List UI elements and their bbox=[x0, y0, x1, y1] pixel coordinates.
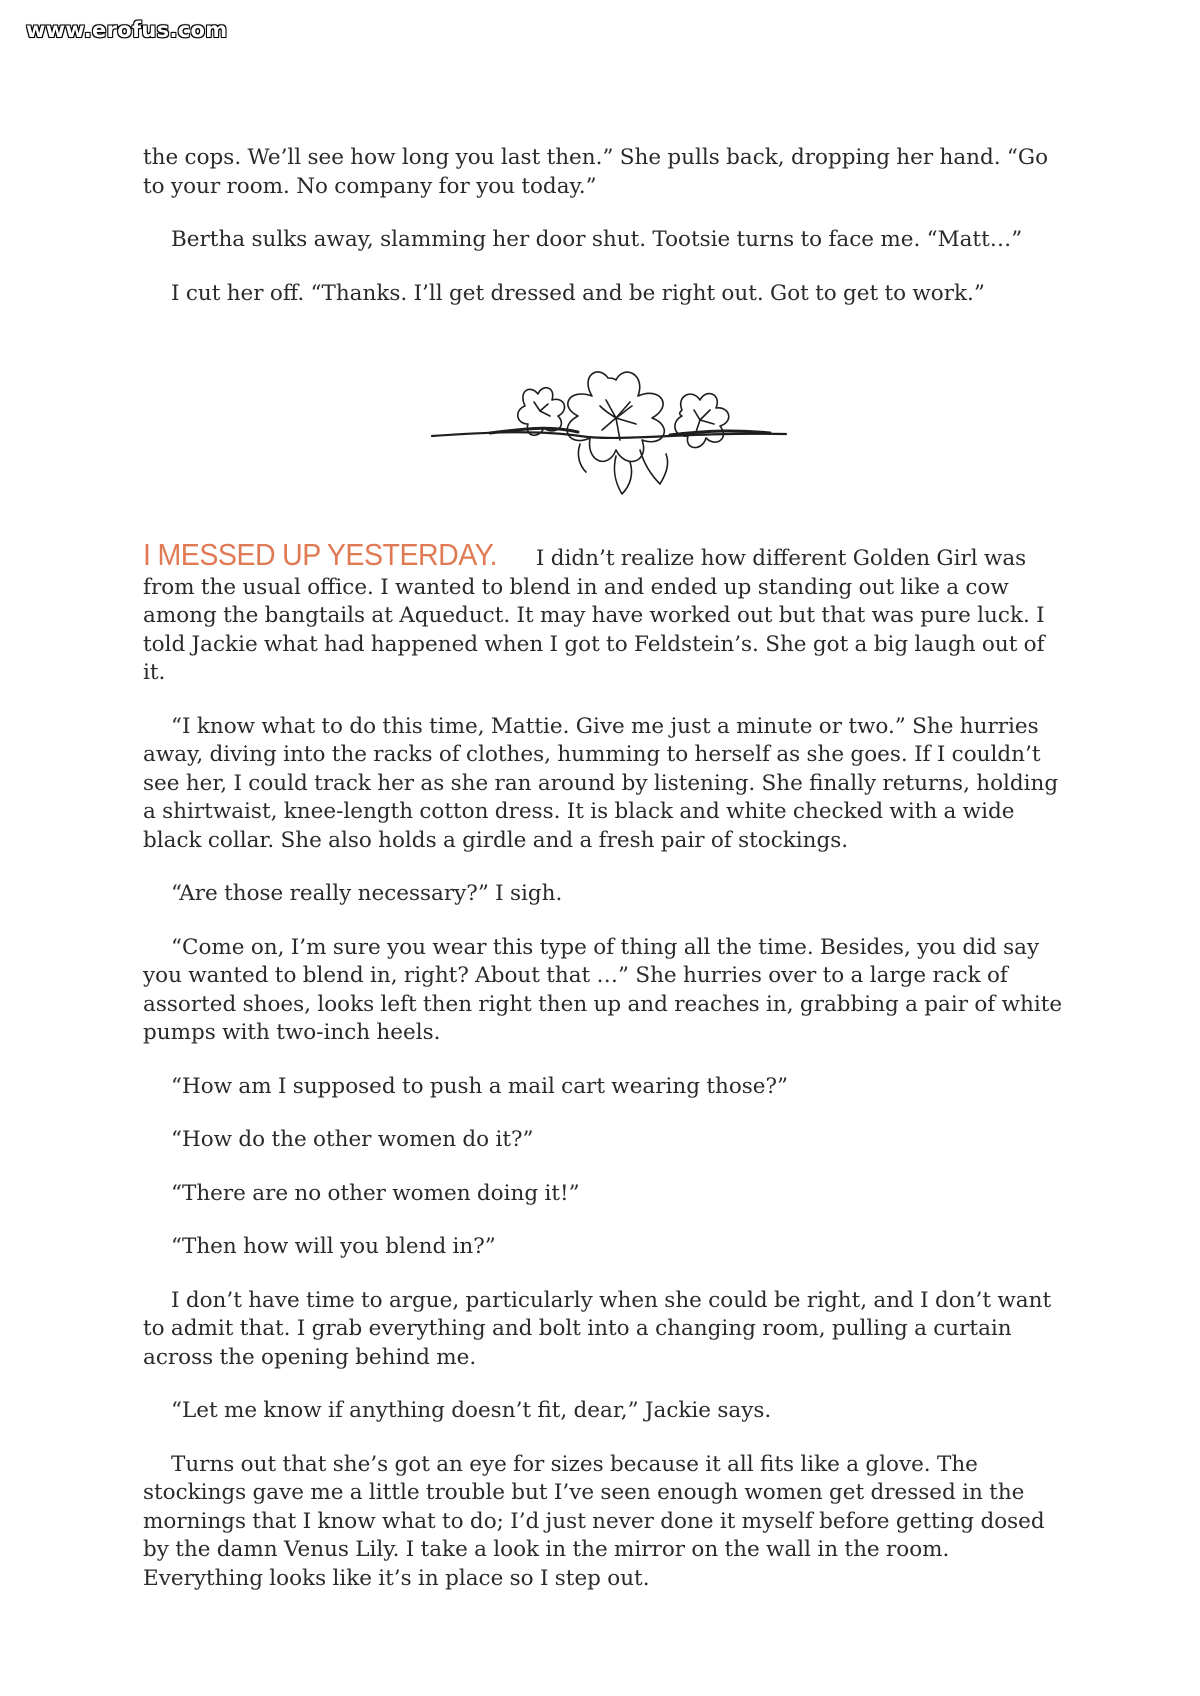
section-text-block bbox=[143, 537, 1063, 1593]
paragraph: “There are no other women doing it!” bbox=[171, 1180, 580, 1206]
paragraph: Bertha sulks away, slamming her door shut. Tootsie turns to face me. “Matt…” bbox=[171, 227, 1023, 252]
first-paragraph-text: I didn’t realize how different Golden Girl was from the usual office. I wanted to blend in and ended up standing out like a cow among the bangtails at Aqueduct. It may have worked out but that was pure luck. I told Jackie what had happened when I got to Feldstein’s. She got a big laugh out of it. bbox=[143, 546, 1045, 685]
paragraph: “I know what to do this time, Mattie. Give me just a minute or two.” She hurries away, diving into the racks of clothes, humming to herself as she goes. If I couldn’t see her, I could track her as she ran around by listening. She finally returns, holding a shirtwaist, knee-length cotton dress. It is black and white checked with a wide black collar. She also holds a girdle and a fresh pair of stockings. bbox=[143, 713, 1059, 853]
paragraph: “How do the other women do it?” bbox=[171, 1127, 534, 1152]
paragraph: “Then how will you blend in?” bbox=[171, 1234, 496, 1259]
watermark: www.erofus.com bbox=[26, 18, 228, 42]
paragraph: “Let me know if anything doesn’t fit, dear,” Jackie says. bbox=[171, 1398, 772, 1423]
paragraph: “Come on, I’m sure you wear this type of thing all the time. Besides, you did say you wanted to blend in, right? About that …” She hurries over to a large rack of assorted shoes, looks left then right then up and reaches in, grabbing a pair of white pumps with two-inch heels. bbox=[143, 934, 1063, 1045]
paragraph-continued: the cops. We’ll see how long you last then.” She pulls back, dropping her hand. “Go to your room. No company for you today.” bbox=[143, 145, 1049, 199]
section-heading: I MESSED UP YESTERDAY. bbox=[143, 537, 498, 572]
section-first-paragraph bbox=[143, 537, 1063, 688]
paragraph: Turns out that she’s got an eye for sizes because it all fits like a glove. The stockings gave me a little trouble but I’ve seen enough women get dressed in the mornings that I know what to do; I’d just never done it myself before getting dosed by the damn Venus Lily. I take a look in the mirror on the wall in the room. Everything looks like it’s in place so I step out. bbox=[143, 1451, 1045, 1591]
paragraph: “Are those really necessary?” I sigh. bbox=[171, 881, 563, 906]
paragraph: “How am I supposed to push a mail cart wearing those?” bbox=[171, 1073, 789, 1099]
paragraph: I don’t have time to argue, particularly when she could be right, and I don’t want to admit that. I grab everything and bolt into a changing room, pulling a curtain across the opening behind me. bbox=[143, 1287, 1052, 1370]
lily-divider-icon bbox=[430, 366, 790, 506]
top-text-block bbox=[143, 144, 1063, 308]
paragraph: I cut her off. “Thanks. I’ll get dressed and be right out. Got to get to work.” bbox=[171, 280, 985, 306]
